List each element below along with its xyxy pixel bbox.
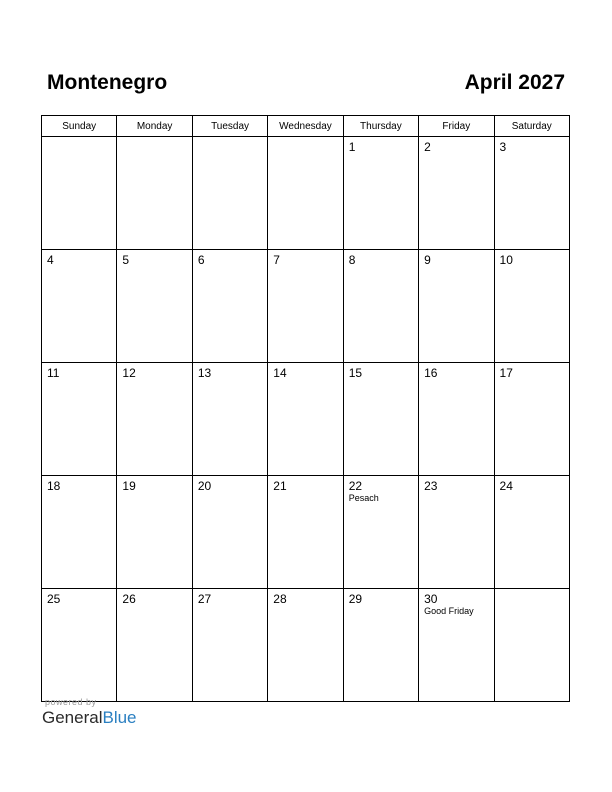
day-cell: [192, 476, 267, 589]
weekday-header: Thursday: [343, 116, 418, 137]
day-cell: [343, 250, 418, 363]
day-cell: [494, 363, 569, 476]
day-number: 9: [424, 253, 431, 267]
day-number: 12: [122, 366, 136, 380]
week-row: [42, 589, 570, 702]
day-number: 7: [273, 253, 280, 267]
day-cell: [117, 363, 192, 476]
day-cell: [419, 589, 494, 702]
day-number: 18: [47, 479, 61, 493]
day-cell: [268, 476, 343, 589]
holiday-label: Good Friday: [424, 606, 474, 616]
generalblue-logo[interactable]: [42, 708, 137, 728]
day-number: 15: [348, 366, 363, 380]
brand-name-part2: Blue: [102, 708, 137, 727]
day-number: 5: [122, 253, 130, 267]
day-number: 2: [424, 140, 431, 154]
day-cell: [117, 250, 192, 363]
day-number: 17: [499, 366, 513, 380]
day-cell: [494, 137, 569, 250]
day-number: 29: [348, 592, 363, 606]
day-cell: [42, 589, 117, 702]
day-number: 19: [122, 479, 136, 493]
day-number: 20: [197, 479, 212, 493]
day-number: 14: [273, 366, 287, 380]
day-number: 27: [197, 592, 212, 606]
day-number: 11: [47, 366, 60, 380]
day-cell: [117, 589, 192, 702]
week-row: [42, 250, 570, 363]
weekday-header: Tuesday: [192, 116, 267, 137]
week-row: [42, 363, 570, 476]
powered-by-text: powered by: [45, 697, 97, 707]
day-number: 23: [424, 479, 438, 493]
calendar-grid: [41, 115, 570, 702]
day-number: 25: [47, 592, 61, 606]
weekday-header: Monday: [117, 116, 192, 137]
day-cell: [343, 137, 418, 250]
day-number: 16: [424, 366, 438, 380]
day-cell: [42, 363, 117, 476]
day-cell: [494, 250, 569, 363]
day-number: 13: [197, 366, 212, 380]
month-year-title: April 2027: [464, 71, 565, 94]
day-cell: [419, 250, 494, 363]
day-number: 22: [348, 479, 363, 493]
weekday-header: Wednesday: [268, 116, 343, 137]
day-cell: [192, 589, 267, 702]
day-cell: [268, 250, 343, 363]
holiday-label: Pesach: [348, 493, 379, 503]
day-number: 1: [348, 140, 356, 154]
day-cell: [343, 589, 418, 702]
day-cell: [268, 363, 343, 476]
day-cell: [42, 250, 117, 363]
day-number: 28: [273, 592, 287, 606]
day-cell: [192, 137, 267, 250]
weekday-header-row: [42, 116, 570, 137]
weekday-header: Saturday: [494, 116, 569, 137]
day-number: 26: [122, 592, 136, 606]
weekday-header: Friday: [419, 116, 494, 137]
day-cell: [268, 589, 343, 702]
footer-brand: [42, 697, 137, 728]
week-row: [42, 137, 570, 250]
day-number: 10: [499, 253, 513, 267]
day-cell: [42, 137, 117, 250]
day-number: 21: [273, 479, 287, 493]
day-cell: [192, 363, 267, 476]
day-cell: [42, 476, 117, 589]
day-number: 3: [499, 140, 507, 154]
day-cell: [117, 137, 192, 250]
day-cell: [494, 589, 569, 702]
day-number: 30: [424, 592, 438, 606]
day-cell: [494, 476, 569, 589]
day-number: 24: [499, 479, 513, 493]
day-cell: [192, 250, 267, 363]
day-cell: [268, 137, 343, 250]
country-title: Montenegro: [47, 71, 168, 94]
weekday-header: Sunday: [42, 116, 117, 137]
day-number: 4: [47, 253, 54, 267]
day-number: 8: [348, 253, 356, 267]
day-cell: [117, 476, 192, 589]
day-cell: [343, 363, 418, 476]
day-cell: [419, 363, 494, 476]
day-cell: [343, 476, 418, 589]
brand-name-part1: General: [42, 708, 103, 727]
week-row: [42, 476, 570, 589]
day-number: 6: [197, 253, 205, 267]
day-cell: [419, 137, 494, 250]
day-cell: [419, 476, 494, 589]
